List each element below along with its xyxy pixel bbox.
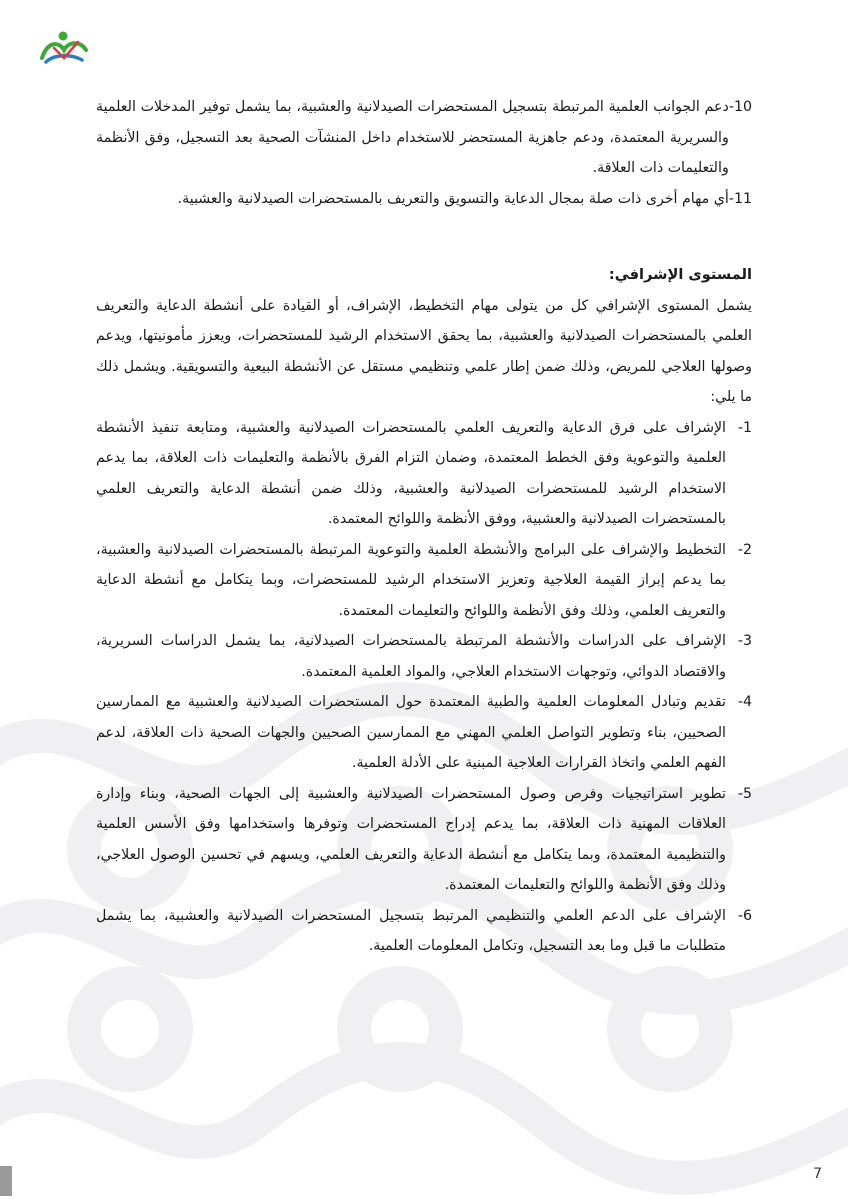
section-intro-paragraph: يشمل المستوى الإشرافي كل من يتولى مهام التخطيط، الإشراف، أو القيادة على أنشطة الدعاية والتعريف العلمي بالمستحضرات الصيدلانية والعشبية، بما يحقق الاستخدام الرشيد للمستحضرات، ويعزز مأمونيتها، ويدعم وصولها العلاجي للمريض، وذلك ضمن إطار علمي وتنظيمي مستقل عن الأنشطة البيعية والتسويقية. ويشمل ذلك ما يلي: xyxy=(96,297,752,405)
numbered-item-11 xyxy=(96,184,752,215)
item-text: أي مهام أخرى ذات صلة بمجال الدعاية والتسويق والتعريف بالمستحضرات الصيدلانية والعشبية. xyxy=(177,190,729,207)
numbered-item-10 xyxy=(96,92,752,184)
list-item-6 xyxy=(96,901,752,962)
item-text: تقديم وتبادل المعلومات العلمية والطبية المعتمدة حول المستحضرات الصيدلانية والعشبية مع الممارسين الصحيين، بناء وتطوير التواصل العلمي المهني مع الممارسين الصحيين والجهات الصحية ذات العلاقة، لدعم الفهم العلمي واتخاذ القرارات العلاجية المبنية على الأدلة العلمية. xyxy=(96,694,726,771)
item-number: 11- xyxy=(728,190,752,207)
document-body xyxy=(96,92,752,962)
list-item-1 xyxy=(96,413,752,535)
list-item-3 xyxy=(96,626,752,687)
item-text: التخطيط والإشراف على البرامج والأنشطة العلمية والتوعوية المرتبطة بالمستحضرات الصيدلانية والعشبية، بما يدعم إبراز القيمة العلاجية وتعزيز الاستخدام الرشيد للمستحضرات، وبما يتكامل مع أنشطة الدعاية والتعريف العلمي، وذلك وفق الأنظمة واللوائح والتعليمات المعتمدة. xyxy=(96,541,726,619)
list-item-4 xyxy=(96,687,752,779)
item-number: 2- xyxy=(737,541,752,558)
list-item-2 xyxy=(96,535,752,627)
item-text: الإشراف على الدراسات والأنشطة المرتبطة بالمستحضرات الصيدلانية، بما يشمل الدراسات السريرية، والاقتصاد الدوائي، وتوجهات الاستخدام العلاجي، والمواد العلمية المعتمدة. xyxy=(96,633,726,680)
item-number: 3- xyxy=(737,633,752,649)
item-number: 5- xyxy=(737,785,752,802)
page-number: 7 xyxy=(813,1166,822,1182)
item-number: 4- xyxy=(737,694,752,710)
item-text: الإشراف على الدعم العلمي والتنظيمي المرتبط بتسجيل المستحضرات الصيدلانية والعشبية، بما يشمل متطلبات ما قبل وما بعد التسجيل، وتكامل المعلومات العلمية. xyxy=(96,907,726,954)
footer-side-mark xyxy=(0,1166,12,1196)
item-text: الإشراف على فرق الدعاية والتعريف العلمي بالمستحضرات الصيدلانية والعشبية، ومتابعة تنفيذ الأنشطة العلمية والتوعوية وفق الخطط المعتمدة، وضمان التزام الفرق بالأنظمة والتعليمات ذات العلاقة، بما يدعم الاستخدام الرشيد للمستحضرات الصيدلانية والعشبية، وذلك ضمن أنشطة الدعاية والتعريف العلمي بالمستحضرات الصيدلانية والعشبية، ووفق الأنظمة واللوائح المعتمدة. xyxy=(96,419,726,527)
item-number: 10- xyxy=(728,99,752,115)
item-number: 1- xyxy=(737,419,752,436)
item-text: تطوير استراتيجيات وفرص وصول المستحضرات الصيدلانية والعشبية إلى الجهات الصحية، وبناء وإدارة العلاقات المهنية ذات العلاقة، بما يدعم إدراج المستحضرات وتوفرها واستخدامها وفق الأسس العلمية والتنظيمية المعتمدة، وبما يتكامل مع أنشطة الدعاية والتعريف العلمي، ويسهم في تحسين الوصول العلاجي، وذلك وفق الأنظمة واللوائح والتعليمات المعتمدة. xyxy=(96,785,726,893)
list-item-5 xyxy=(96,779,752,901)
item-number: 6- xyxy=(737,907,752,924)
section-heading: المستوى الإشرافي: xyxy=(608,266,752,283)
item-text: دعم الجوانب العلمية المرتبطة بتسجيل المستحضرات الصيدلانية والعشبية، بما يشمل توفير المدخلات العلمية والسريرية المعتمدة، ودعم جاهزية المستحضر للاستخدام داخل المنشآت الصحية بعد التسجيل، وفق الأنظمة والتعليمات ذات العلاقة. xyxy=(96,99,729,176)
organization-logo-icon xyxy=(34,28,92,68)
